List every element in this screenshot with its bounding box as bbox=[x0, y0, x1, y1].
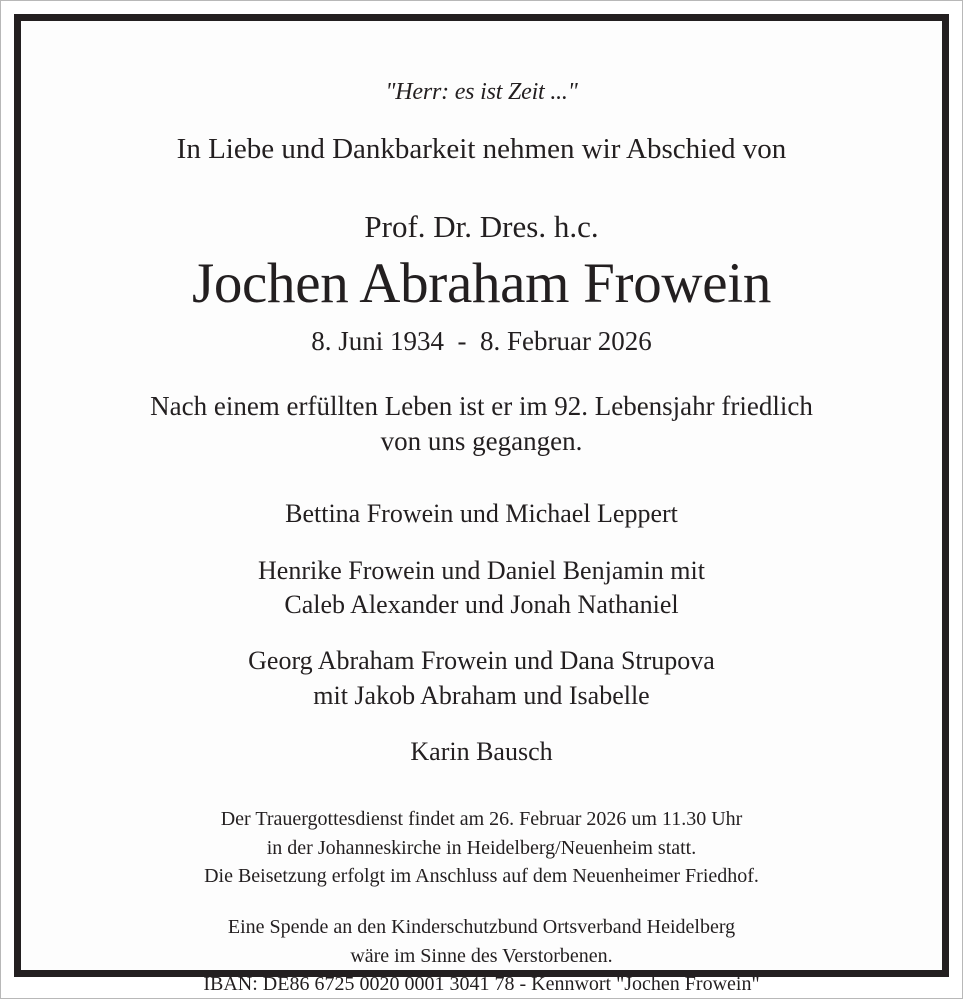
farewell-intro: In Liebe und Dankbarkeit nehmen wir Abschied von bbox=[176, 133, 787, 166]
mourner-line: Bettina Frowein und Michael Leppert bbox=[285, 499, 678, 529]
service-line-3: Die Beisetzung erfolgt im Anschluss auf dem Neuenheimer Friedhof. bbox=[204, 865, 759, 888]
mourner-line: Henrike Frowein und Daniel Benjamin mit bbox=[258, 555, 705, 585]
service-line-1: Der Trauergottesdienst findet am 26. Februar 2026 um 11.30 Uhr bbox=[220, 808, 743, 831]
mourner-line: Karin Bausch bbox=[410, 737, 553, 766]
deceased-name: Jochen Abraham Frowein bbox=[191, 252, 772, 316]
service-line-2: in der Johanneskirche in Heidelberg/Neuenheim statt. bbox=[266, 836, 697, 859]
donation-line-1: Eine Spende an den Kinderschutzbund Ortsverband Heidelberg bbox=[227, 916, 736, 939]
obituary-notice bbox=[21, 21, 942, 996]
donation-details bbox=[49, 913, 914, 998]
mourner-group bbox=[49, 735, 914, 769]
mourning-border bbox=[14, 14, 949, 996]
epitaph-quote: "Herr: es ist Zeit ..." bbox=[385, 79, 578, 105]
mourner-group bbox=[49, 554, 914, 623]
passing-statement bbox=[49, 389, 914, 459]
academic-titles: Prof. Dr. Dres. h.c. bbox=[364, 208, 599, 244]
life-dates: 8. Juni 1934 - 8. Februar 2026 bbox=[311, 326, 652, 357]
mourner-group bbox=[49, 644, 914, 713]
donation-iban-line: IBAN: DE86 6725 0020 0001 3041 78 - Kennwort "Jochen Frowein" bbox=[203, 973, 760, 996]
passing-line-2: von uns gegangen. bbox=[380, 426, 583, 457]
mourner-line: Caleb Alexander und Jonah Nathaniel bbox=[284, 590, 679, 620]
mourner-line: mit Jakob Abraham und Isabelle bbox=[313, 680, 650, 710]
mourner-line: Georg Abraham Frowein und Dana Strupova bbox=[248, 646, 715, 676]
passing-line-1: Nach einem erfüllten Leben ist er im 92. Lebensjahr friedlich bbox=[150, 391, 813, 422]
donation-line-2: wäre im Sinne des Verstorbenen. bbox=[350, 944, 613, 967]
mourners-list bbox=[49, 497, 914, 769]
mourner-group bbox=[49, 497, 914, 531]
service-details bbox=[49, 805, 914, 890]
